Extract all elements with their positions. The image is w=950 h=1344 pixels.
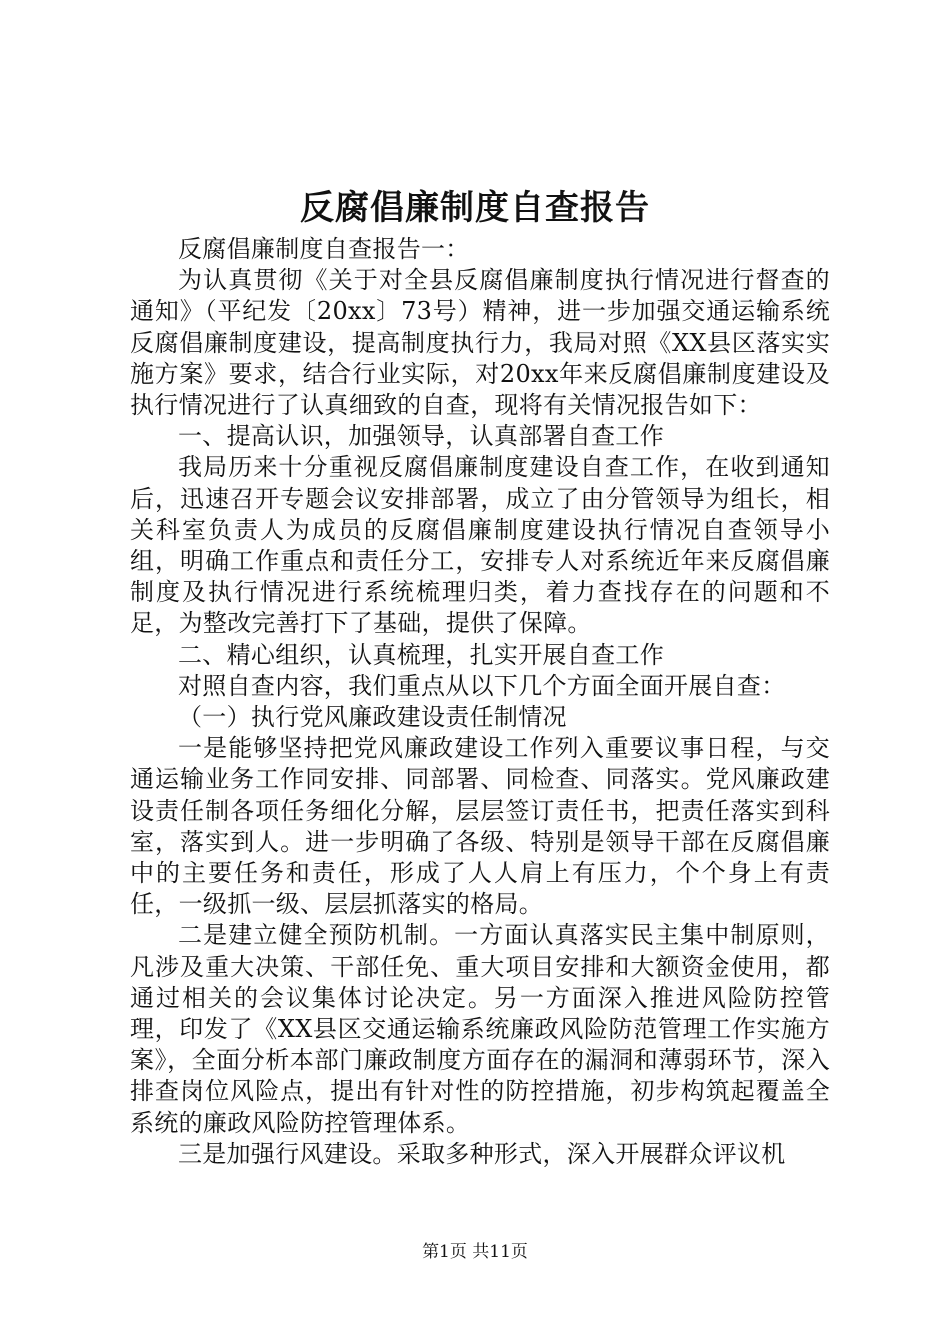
paragraph: 二是建立健全预防机制。一方面认真落实民主集中制原则，凡涉及重大决策、干部任免、重大项目安排和大额资金使用，都通过相关的会议集体讨论决定。另一方面深入推进风险防控管理，印发了《XX县区交通运输系统廉政风险防范管理工作实施方案》，全面分析本部门廉政制度方面存在的漏洞和薄弱环节，深入排查岗位风险点，提出有针对性的防控措施，初步构筑起覆盖全系统的廉政风险防控管理体系。 <box>130 921 830 1137</box>
paragraph: 一是能够坚持把党风廉政建设工作列入重要议事日程，与交通运输业务工作同安排、同部署、同检查、同落实。党风廉政建设责任制各项任务细化分解，层层签订责任书，把责任落实到科室，落实到人。进一步明确了各级、特别是领导干部在反腐倡廉中的主要任务和责任，形成了人人肩上有压力，个个身上有责任，一级抓一级、层层抓落实的格局。 <box>130 734 830 919</box>
document-body <box>130 234 830 1170</box>
paragraph: 为认真贯彻《关于对全县反腐倡廉制度执行情况进行督查的通知》（平纪发〔20xx〕73号）精神，进一步加强交通运输系统反腐倡廉制度建设，提高制度执行力，我局对照《XX县区落实实施方案》要求，结合行业实际，对20xx年来反腐倡廉制度建设及执行情况进行了认真细致的自查，现将有关情况报告如下： <box>130 266 830 420</box>
page-number-footer: 第1页 共11页 <box>422 1242 528 1262</box>
paragraph: 对照自查内容，我们重点从以下几个方面全面开展自查： <box>178 671 786 700</box>
section-heading: 一、提高认识，加强领导，认真部署自查工作 <box>178 422 664 451</box>
paragraph-intro: 反腐倡廉制度自查报告一： <box>178 235 470 263</box>
document-title: 反腐倡廉制度自查报告 <box>300 188 650 228</box>
section-heading: 二、精心组织，认真梳理，扎实开展自查工作 <box>178 640 664 669</box>
paragraph: 我局历来十分重视反腐倡廉制度建设自查工作，在收到通知后，迅速召开专题会议安排部署，成立了由分管领导为组长，相关科室负责人为成员的反腐倡廉制度建设执行情况自查领导小组，明确工作重点和责任分工，安排专人对系统近年来反腐倡廉制度及执行情况进行系统梳理归类，着力查找存在的问题和不足，为整改完善打下了基础，提供了保障。 <box>130 453 830 638</box>
subsection-heading: （一）执行党风廉政建设责任制情况 <box>178 703 567 732</box>
paragraph: 三是加强行风建设。采取多种形式，深入开展群众评议机 <box>178 1139 786 1168</box>
